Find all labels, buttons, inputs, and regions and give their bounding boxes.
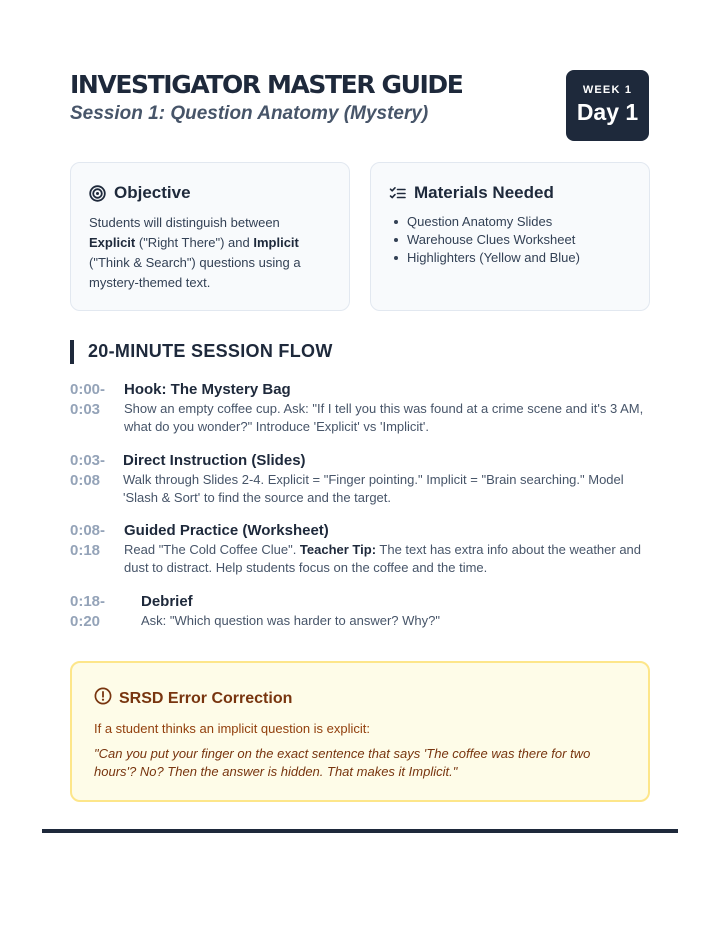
- step-time-start: 0:03-: [70, 452, 106, 469]
- objective-header: [89, 183, 191, 203]
- materials-heading: Materials Needed: [414, 183, 554, 202]
- step-time-start: 0:00-: [70, 381, 106, 398]
- step-description-part: The text has extra info about the weather and dust to distract. Help students focus on the coffee and the time.: [124, 542, 642, 575]
- step-description: Ask: "Which question was harder to answer? Why?": [141, 613, 440, 628]
- step-time-start: 0:18-: [70, 593, 106, 610]
- objective-text-part: ("Think & Search") questions using a mystery-themed text.: [89, 255, 301, 290]
- explicit-term: Explicit: [89, 235, 136, 250]
- step-time-end: 0:20: [70, 613, 101, 630]
- session-flow-heading: 20-MINUTE SESSION FLOW: [88, 341, 333, 361]
- session-step: [70, 592, 650, 634]
- step-time: [70, 451, 120, 491]
- error-correction-quote: "Can you put your finger on the exact sentence that says 'The coffee was there for two hours'? No? Then the answer is hidden. That makes it Implicit.": [94, 746, 591, 779]
- step-description: Show an empty coffee cup. Ask: "If I tell you this was found at a crime scene and it's 3 AM, what do you wonder?" Introduce 'Explicit' vs 'Implicit'.: [124, 401, 644, 434]
- session-step: [70, 521, 650, 581]
- session-step: [70, 380, 650, 440]
- list-item: Question Anatomy Slides: [407, 213, 580, 231]
- day-label: Day 1: [576, 99, 639, 125]
- week-day-badge: [566, 70, 649, 141]
- step-time-end: 0:18: [70, 542, 101, 559]
- step-time: [70, 521, 120, 561]
- step-description-part: Read "The Cold Coffee Clue".: [124, 542, 300, 557]
- step-time-end: 0:03: [70, 401, 101, 418]
- step-body: [123, 451, 650, 507]
- step-description: [124, 541, 650, 577]
- step-body: [124, 521, 650, 577]
- checklist-icon: [389, 185, 406, 202]
- section-accent-bar: [70, 340, 74, 364]
- step-body: [124, 380, 650, 436]
- step-title: Debrief: [141, 593, 193, 610]
- error-correction-heading: SRSD Error Correction: [119, 689, 293, 707]
- session-step: [70, 451, 650, 511]
- step-description: Walk through Slides 2-4. Explicit = "Finger pointing." Implicit = "Brain searching." Model 'Slash & Sort' to find the source and the target.: [123, 472, 624, 505]
- step-title: Direct Instruction (Slides): [123, 452, 306, 469]
- objective-text-part: ("Right There") and: [135, 235, 254, 250]
- week-label: WEEK 1: [582, 84, 633, 96]
- step-title: Hook: The Mystery Bag: [124, 381, 291, 398]
- materials-list: [407, 213, 580, 267]
- objective-heading: Objective: [114, 183, 191, 202]
- session-subtitle: Session 1: Question Anatomy (Mystery): [70, 103, 429, 124]
- step-time-start: 0:08-: [70, 522, 106, 539]
- step-time: [70, 380, 120, 420]
- implicit-term: Implicit: [253, 235, 299, 250]
- target-icon: [89, 185, 106, 202]
- error-correction-box: [70, 661, 650, 802]
- list-item: Warehouse Clues Worksheet: [407, 231, 580, 249]
- materials-header: [389, 183, 554, 203]
- list-item: Highlighters (Yellow and Blue): [407, 250, 580, 265]
- objective-text: [89, 213, 329, 293]
- objective-text-part: Students will distinguish between: [89, 215, 280, 230]
- teacher-tip-label: Teacher Tip:: [299, 542, 377, 557]
- objective-card: [70, 162, 350, 311]
- step-time-end: 0:08: [70, 472, 101, 489]
- error-correction-header: [94, 687, 292, 710]
- step-time: [70, 592, 120, 632]
- materials-card: [370, 162, 650, 311]
- error-correction-intro: If a student thinks an implicit question is explicit:: [94, 721, 371, 736]
- step-title: Guided Practice (Worksheet): [124, 522, 329, 539]
- alert-circle-icon: [94, 687, 112, 710]
- footer-divider: [42, 829, 678, 833]
- page-title: INVESTIGATOR MASTER GUIDE: [70, 70, 463, 99]
- step-body: [141, 592, 650, 630]
